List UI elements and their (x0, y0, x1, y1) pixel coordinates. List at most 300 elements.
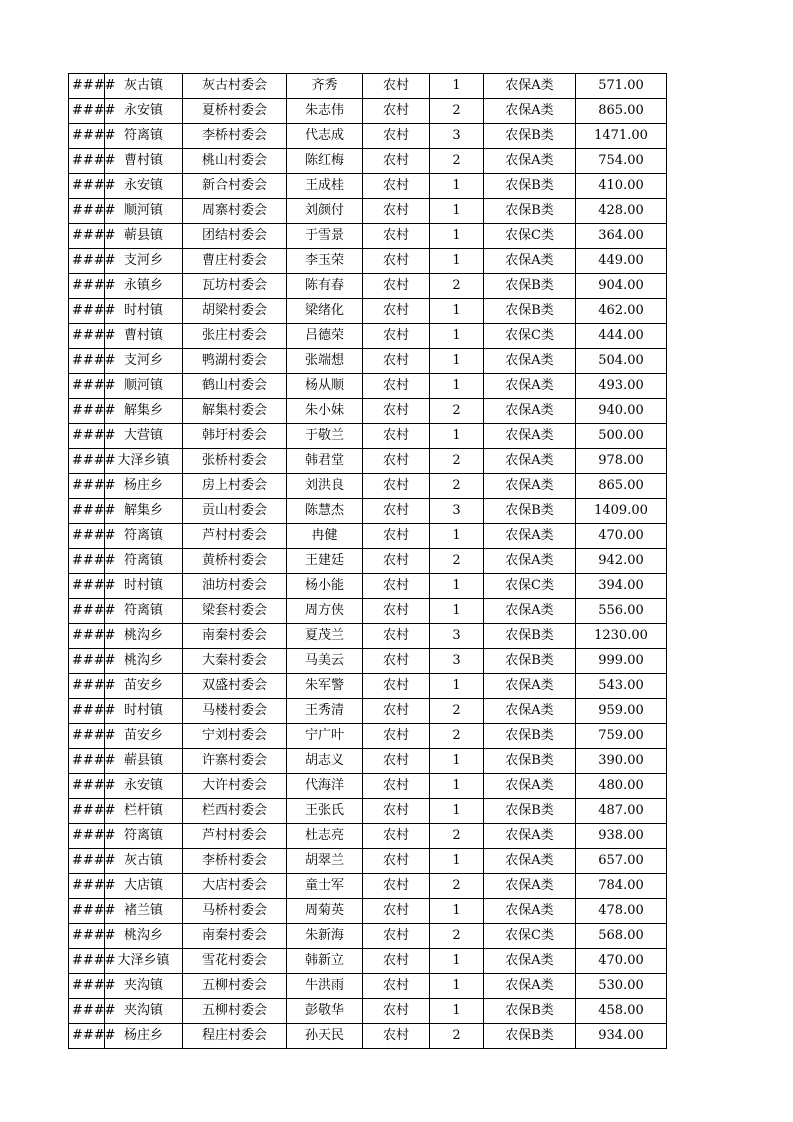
table-row (69, 374, 667, 399)
cell-count: 2 (430, 1024, 484, 1049)
cell-town: 支河乡 (105, 349, 183, 374)
cell-amount: 364.00 (576, 224, 667, 249)
cell-area-type: 农村 (363, 649, 430, 674)
cell-amount: 657.00 (576, 849, 667, 874)
cell-name: 刘颜付 (287, 199, 363, 224)
cell-row-id: #### (69, 549, 105, 574)
cell-count: 1 (430, 774, 484, 799)
table-row (69, 574, 667, 599)
cell-area-type: 农村 (363, 824, 430, 849)
cell-row-id: #### (69, 699, 105, 724)
cell-village: 芦村村委会 (183, 824, 287, 849)
cell-amount: 784.00 (576, 874, 667, 899)
cell-name: 代志成 (287, 124, 363, 149)
cell-amount: 543.00 (576, 674, 667, 699)
cell-insurance-class: 农保B类 (484, 124, 576, 149)
table-row (69, 549, 667, 574)
cell-name: 梁绪化 (287, 299, 363, 324)
cell-insurance-class: 农保A类 (484, 149, 576, 174)
cell-area-type: 农村 (363, 249, 430, 274)
cell-insurance-class: 农保B类 (484, 299, 576, 324)
table-row (69, 349, 667, 374)
table-row (69, 899, 667, 924)
cell-amount: 940.00 (576, 399, 667, 424)
cell-name: 陈红梅 (287, 149, 363, 174)
cell-insurance-class: 农保B类 (484, 799, 576, 824)
table-row (69, 874, 667, 899)
table-row (69, 974, 667, 999)
cell-town: 顺河镇 (105, 374, 183, 399)
table-row (69, 849, 667, 874)
cell-name: 周方侠 (287, 599, 363, 624)
cell-village: 马桥村委会 (183, 899, 287, 924)
cell-area-type: 农村 (363, 749, 430, 774)
cell-area-type: 农村 (363, 374, 430, 399)
cell-row-id: #### (69, 74, 105, 99)
cell-count: 2 (430, 824, 484, 849)
cell-village: 大店村委会 (183, 874, 287, 899)
cell-name: 刘洪良 (287, 474, 363, 499)
cell-name: 杜志亮 (287, 824, 363, 849)
cell-name: 杨小能 (287, 574, 363, 599)
cell-insurance-class: 农保A类 (484, 424, 576, 449)
cell-count: 1 (430, 374, 484, 399)
cell-amount: 480.00 (576, 774, 667, 799)
cell-count: 1 (430, 74, 484, 99)
table-row (69, 524, 667, 549)
cell-count: 3 (430, 124, 484, 149)
cell-area-type: 农村 (363, 1024, 430, 1049)
cell-insurance-class: 农保B类 (484, 199, 576, 224)
cell-village: 解集村委会 (183, 399, 287, 424)
cell-row-id: #### (69, 299, 105, 324)
cell-village: 马楼村委会 (183, 699, 287, 724)
table-row (69, 149, 667, 174)
table-row (69, 74, 667, 99)
table-row (69, 324, 667, 349)
cell-area-type: 农村 (363, 999, 430, 1024)
cell-amount: 500.00 (576, 424, 667, 449)
cell-town: 符离镇 (105, 549, 183, 574)
cell-area-type: 农村 (363, 499, 430, 524)
cell-town: 大泽乡镇 (105, 449, 183, 474)
cell-village: 黄桥村委会 (183, 549, 287, 574)
cell-count: 1 (430, 999, 484, 1024)
cell-row-id: #### (69, 424, 105, 449)
cell-row-id: #### (69, 224, 105, 249)
cell-village: 双盛村委会 (183, 674, 287, 699)
cell-village: 宁刘村委会 (183, 724, 287, 749)
cell-village: 芦村村委会 (183, 524, 287, 549)
cell-row-id: #### (69, 999, 105, 1024)
cell-name: 陈慧杰 (287, 499, 363, 524)
cell-town: 灰古镇 (105, 849, 183, 874)
cell-row-id: #### (69, 924, 105, 949)
cell-name: 张端想 (287, 349, 363, 374)
cell-count: 1 (430, 349, 484, 374)
cell-amount: 938.00 (576, 824, 667, 849)
cell-village: 夏桥村委会 (183, 99, 287, 124)
cell-name: 李玉荣 (287, 249, 363, 274)
cell-area-type: 农村 (363, 324, 430, 349)
table-row (69, 274, 667, 299)
cell-row-id: #### (69, 874, 105, 899)
cell-count: 1 (430, 574, 484, 599)
cell-name: 朱小妹 (287, 399, 363, 424)
cell-row-id: #### (69, 849, 105, 874)
cell-row-id: #### (69, 624, 105, 649)
cell-count: 2 (430, 99, 484, 124)
cell-name: 孙天民 (287, 1024, 363, 1049)
cell-amount: 934.00 (576, 1024, 667, 1049)
cell-insurance-class: 农保B类 (484, 999, 576, 1024)
cell-village: 油坊村委会 (183, 574, 287, 599)
table-row (69, 474, 667, 499)
cell-name: 王建廷 (287, 549, 363, 574)
cell-village: 栏西村委会 (183, 799, 287, 824)
cell-count: 2 (430, 149, 484, 174)
cell-insurance-class: 农保B类 (484, 724, 576, 749)
cell-amount: 394.00 (576, 574, 667, 599)
table-row (69, 749, 667, 774)
cell-town: 苗安乡 (105, 724, 183, 749)
cell-insurance-class: 农保A类 (484, 374, 576, 399)
table-row (69, 774, 667, 799)
table-row (69, 124, 667, 149)
cell-village: 雪花村委会 (183, 949, 287, 974)
cell-row-id: #### (69, 374, 105, 399)
cell-row-id: #### (69, 824, 105, 849)
table-row (69, 949, 667, 974)
cell-amount: 942.00 (576, 549, 667, 574)
cell-area-type: 农村 (363, 274, 430, 299)
cell-insurance-class: 农保B类 (484, 749, 576, 774)
cell-name: 冉健 (287, 524, 363, 549)
cell-village: 五柳村委会 (183, 974, 287, 999)
table-row (69, 1024, 667, 1049)
cell-name: 朱军警 (287, 674, 363, 699)
cell-area-type: 农村 (363, 349, 430, 374)
cell-town: 符离镇 (105, 124, 183, 149)
cell-count: 3 (430, 499, 484, 524)
cell-amount: 1471.00 (576, 124, 667, 149)
table-row (69, 424, 667, 449)
cell-area-type: 农村 (363, 724, 430, 749)
cell-count: 2 (430, 724, 484, 749)
cell-count: 1 (430, 174, 484, 199)
cell-town: 桃沟乡 (105, 924, 183, 949)
cell-town: 支河乡 (105, 249, 183, 274)
cell-village: 鹤山村委会 (183, 374, 287, 399)
cell-insurance-class: 农保B类 (484, 499, 576, 524)
cell-area-type: 农村 (363, 949, 430, 974)
cell-name: 代海洋 (287, 774, 363, 799)
cell-row-id: #### (69, 124, 105, 149)
table-row (69, 174, 667, 199)
cell-amount: 571.00 (576, 74, 667, 99)
cell-amount: 1230.00 (576, 624, 667, 649)
cell-area-type: 农村 (363, 124, 430, 149)
cell-insurance-class: 农保A类 (484, 349, 576, 374)
cell-town: 时村镇 (105, 574, 183, 599)
cell-insurance-class: 农保C类 (484, 574, 576, 599)
table-row (69, 299, 667, 324)
table-row (69, 449, 667, 474)
cell-name: 彭敬华 (287, 999, 363, 1024)
cell-count: 2 (430, 874, 484, 899)
cell-area-type: 农村 (363, 74, 430, 99)
cell-village: 李桥村委会 (183, 124, 287, 149)
cell-village: 五柳村委会 (183, 999, 287, 1024)
cell-count: 2 (430, 449, 484, 474)
cell-insurance-class: 农保C类 (484, 924, 576, 949)
cell-count: 2 (430, 399, 484, 424)
cell-area-type: 农村 (363, 199, 430, 224)
cell-area-type: 农村 (363, 849, 430, 874)
cell-row-id: #### (69, 899, 105, 924)
cell-count: 1 (430, 324, 484, 349)
cell-amount: 487.00 (576, 799, 667, 824)
cell-row-id: #### (69, 349, 105, 374)
cell-name: 吕德荣 (287, 324, 363, 349)
cell-area-type: 农村 (363, 424, 430, 449)
cell-count: 3 (430, 624, 484, 649)
table-row (69, 724, 667, 749)
cell-amount: 478.00 (576, 899, 667, 924)
cell-amount: 470.00 (576, 949, 667, 974)
table-row (69, 249, 667, 274)
cell-name: 宁广叶 (287, 724, 363, 749)
cell-count: 3 (430, 649, 484, 674)
cell-insurance-class: 农保A类 (484, 474, 576, 499)
cell-town: 杨庄乡 (105, 474, 183, 499)
cell-name: 童士军 (287, 874, 363, 899)
cell-count: 2 (430, 474, 484, 499)
cell-town: 解集乡 (105, 399, 183, 424)
table-row (69, 674, 667, 699)
cell-amount: 504.00 (576, 349, 667, 374)
cell-amount: 444.00 (576, 324, 667, 349)
cell-count: 1 (430, 899, 484, 924)
cell-town: 褚兰镇 (105, 899, 183, 924)
cell-insurance-class: 农保A类 (484, 674, 576, 699)
cell-name: 周菊英 (287, 899, 363, 924)
cell-amount: 999.00 (576, 649, 667, 674)
cell-insurance-class: 农保A类 (484, 99, 576, 124)
cell-count: 1 (430, 799, 484, 824)
cell-area-type: 农村 (363, 599, 430, 624)
cell-row-id: #### (69, 149, 105, 174)
cell-count: 1 (430, 424, 484, 449)
cell-count: 1 (430, 224, 484, 249)
table-row (69, 799, 667, 824)
cell-village: 韩圩村委会 (183, 424, 287, 449)
cell-town: 夹沟镇 (105, 999, 183, 1024)
cell-insurance-class: 农保A类 (484, 399, 576, 424)
cell-name: 韩君堂 (287, 449, 363, 474)
cell-village: 许寨村委会 (183, 749, 287, 774)
cell-village: 梁套村委会 (183, 599, 287, 624)
table-body (69, 74, 667, 1049)
table-row (69, 399, 667, 424)
cell-amount: 754.00 (576, 149, 667, 174)
cell-row-id: #### (69, 449, 105, 474)
cell-insurance-class: 农保B类 (484, 274, 576, 299)
cell-amount: 449.00 (576, 249, 667, 274)
cell-village: 房上村委会 (183, 474, 287, 499)
table-row (69, 824, 667, 849)
cell-area-type: 农村 (363, 224, 430, 249)
cell-village: 大秦村委会 (183, 649, 287, 674)
cell-village: 周寨村委会 (183, 199, 287, 224)
cell-town: 桃沟乡 (105, 624, 183, 649)
cell-insurance-class: 农保A类 (484, 849, 576, 874)
cell-amount: 904.00 (576, 274, 667, 299)
cell-area-type: 农村 (363, 674, 430, 699)
table-row (69, 649, 667, 674)
cell-count: 1 (430, 299, 484, 324)
cell-town: 曹村镇 (105, 149, 183, 174)
table-row (69, 99, 667, 124)
cell-area-type: 农村 (363, 899, 430, 924)
cell-row-id: #### (69, 974, 105, 999)
cell-town: 夹沟镇 (105, 974, 183, 999)
cell-area-type: 农村 (363, 874, 430, 899)
cell-town: 永安镇 (105, 99, 183, 124)
cell-insurance-class: 农保A类 (484, 249, 576, 274)
cell-name: 杨从顺 (287, 374, 363, 399)
cell-area-type: 农村 (363, 399, 430, 424)
cell-name: 于雪景 (287, 224, 363, 249)
cell-insurance-class: 农保A类 (484, 974, 576, 999)
cell-insurance-class: 农保A类 (484, 699, 576, 724)
cell-name: 齐秀 (287, 74, 363, 99)
cell-town: 符离镇 (105, 524, 183, 549)
cell-insurance-class: 农保C类 (484, 224, 576, 249)
cell-town: 永安镇 (105, 774, 183, 799)
cell-village: 新合村委会 (183, 174, 287, 199)
cell-area-type: 农村 (363, 299, 430, 324)
cell-name: 陈有春 (287, 274, 363, 299)
cell-amount: 390.00 (576, 749, 667, 774)
table-row (69, 199, 667, 224)
cell-insurance-class: 农保A类 (484, 949, 576, 974)
cell-village: 南秦村委会 (183, 624, 287, 649)
cell-row-id: #### (69, 199, 105, 224)
cell-village: 大许村委会 (183, 774, 287, 799)
cell-insurance-class: 农保A类 (484, 524, 576, 549)
cell-town: 杨庄乡 (105, 1024, 183, 1049)
cell-insurance-class: 农保B类 (484, 624, 576, 649)
cell-insurance-class: 农保B类 (484, 174, 576, 199)
cell-name: 朱新海 (287, 924, 363, 949)
cell-insurance-class: 农保A类 (484, 599, 576, 624)
cell-name: 马美云 (287, 649, 363, 674)
data-table (68, 73, 667, 1049)
cell-row-id: #### (69, 674, 105, 699)
cell-area-type: 农村 (363, 699, 430, 724)
cell-town: 蕲县镇 (105, 224, 183, 249)
cell-town: 符离镇 (105, 599, 183, 624)
cell-amount: 568.00 (576, 924, 667, 949)
cell-row-id: #### (69, 174, 105, 199)
table-row (69, 224, 667, 249)
cell-amount: 865.00 (576, 99, 667, 124)
cell-area-type: 农村 (363, 574, 430, 599)
cell-village: 贡山村委会 (183, 499, 287, 524)
cell-count: 1 (430, 249, 484, 274)
cell-amount: 428.00 (576, 199, 667, 224)
cell-village: 胡梁村委会 (183, 299, 287, 324)
cell-insurance-class: 农保A类 (484, 874, 576, 899)
cell-row-id: #### (69, 474, 105, 499)
cell-town: 曹村镇 (105, 324, 183, 349)
cell-count: 1 (430, 974, 484, 999)
cell-area-type: 农村 (363, 774, 430, 799)
cell-count: 1 (430, 749, 484, 774)
cell-amount: 530.00 (576, 974, 667, 999)
cell-name: 韩新立 (287, 949, 363, 974)
cell-name: 牛洪雨 (287, 974, 363, 999)
cell-area-type: 农村 (363, 99, 430, 124)
cell-row-id: #### (69, 399, 105, 424)
cell-row-id: #### (69, 749, 105, 774)
cell-insurance-class: 农保B类 (484, 1024, 576, 1049)
cell-town: 大店镇 (105, 874, 183, 899)
cell-row-id: #### (69, 724, 105, 749)
cell-row-id: #### (69, 99, 105, 124)
cell-count: 2 (430, 274, 484, 299)
cell-village: 瓦坊村委会 (183, 274, 287, 299)
cell-area-type: 农村 (363, 474, 430, 499)
cell-village: 曹庄村委会 (183, 249, 287, 274)
cell-insurance-class: 农保C类 (484, 324, 576, 349)
cell-row-id: #### (69, 774, 105, 799)
cell-village: 团结村委会 (183, 224, 287, 249)
cell-amount: 959.00 (576, 699, 667, 724)
cell-village: 桃山村委会 (183, 149, 287, 174)
cell-town: 解集乡 (105, 499, 183, 524)
cell-amount: 865.00 (576, 474, 667, 499)
cell-village: 程庄村委会 (183, 1024, 287, 1049)
cell-town: 蕲县镇 (105, 749, 183, 774)
cell-area-type: 农村 (363, 174, 430, 199)
cell-row-id: #### (69, 649, 105, 674)
cell-row-id: #### (69, 499, 105, 524)
cell-area-type: 农村 (363, 799, 430, 824)
cell-amount: 458.00 (576, 999, 667, 1024)
cell-count: 1 (430, 199, 484, 224)
cell-area-type: 农村 (363, 924, 430, 949)
cell-insurance-class: 农保A类 (484, 549, 576, 574)
cell-amount: 462.00 (576, 299, 667, 324)
cell-town: 时村镇 (105, 699, 183, 724)
cell-insurance-class: 农保A类 (484, 74, 576, 99)
cell-row-id: #### (69, 574, 105, 599)
cell-name: 王秀清 (287, 699, 363, 724)
cell-town: 顺河镇 (105, 199, 183, 224)
cell-village: 张庄村委会 (183, 324, 287, 349)
cell-area-type: 农村 (363, 524, 430, 549)
cell-name: 朱志伟 (287, 99, 363, 124)
cell-area-type: 农村 (363, 974, 430, 999)
cell-name: 胡志义 (287, 749, 363, 774)
table-row (69, 624, 667, 649)
cell-town: 时村镇 (105, 299, 183, 324)
cell-town: 灰古镇 (105, 74, 183, 99)
cell-count: 2 (430, 699, 484, 724)
cell-name: 夏茂兰 (287, 624, 363, 649)
